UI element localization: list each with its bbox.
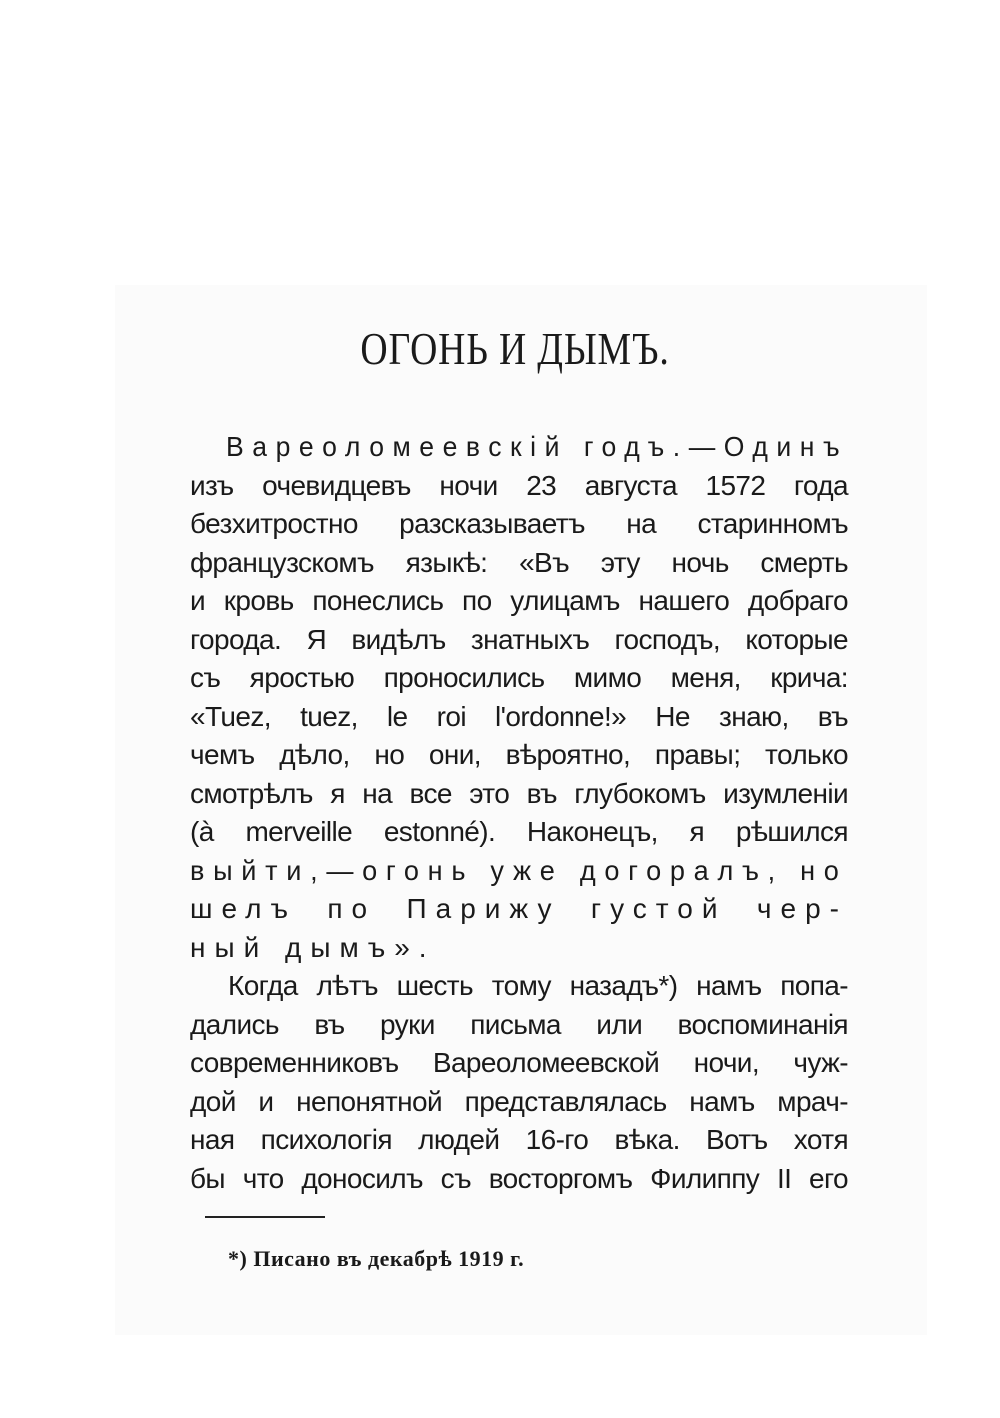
text-line: «Tuez, tuez, le roi l'ordonne!» Не знаю, въ: [190, 700, 848, 732]
text-line: безхитростно разсказываетъ на старинномъ: [190, 508, 848, 539]
text-line: дались въ руки письма или воспоминанія: [190, 1008, 848, 1040]
text-line: Когда лѣтъ шесть тому назадъ*) намъ попа-: [228, 970, 848, 1001]
text-line: и кровь понеслись по улицамъ нашего добраго: [190, 585, 848, 616]
text-line: шелъ по Парижу густой чер-: [190, 893, 848, 924]
text-line: изъ очевидцевъ ночи 23 августа 1572 года: [190, 469, 848, 501]
text-line: чемъ дѣло, но они, вѣроятно, правы; только: [190, 739, 848, 770]
text-line: дой и непонятной представлялась намъ мрач-: [190, 1085, 848, 1117]
text-line: съ яростью проносились мимо меня, крича:: [190, 662, 848, 693]
text-line: выйти,—огонь уже догоралъ, но: [190, 854, 848, 886]
text-line: Вареоломеевскій годъ.—Одинъ: [226, 431, 849, 462]
text-line: смотрѣлъ я на все это въ глубокомъ изумленіи: [190, 777, 848, 809]
footnote-divider: [205, 1216, 325, 1218]
text-line: бы что доносилъ съ восторгомъ Филиппу II его: [190, 1162, 848, 1194]
body-text: [190, 428, 848, 1198]
text-line: французскомъ языкѣ: «Въ эту ночь смерть: [190, 546, 848, 578]
text-line: современниковъ Вареоломеевской ночи, чуж-: [190, 1047, 848, 1078]
text-line: ный дымъ».: [190, 931, 436, 963]
footnote: *) Писано въ декабрѣ 1919 г.: [228, 1246, 525, 1271]
chapter-title: ОГОНЬ И ДЫМЪ.: [360, 323, 670, 374]
text-line: города. Я видѣлъ знатныхъ господъ, которые: [190, 623, 848, 655]
text-line: ная психологія людей 16-го вѣка. Вотъ хотя: [190, 1124, 848, 1155]
text-line: (à merveille estonné). Наконецъ, я рѣшился: [190, 816, 848, 847]
